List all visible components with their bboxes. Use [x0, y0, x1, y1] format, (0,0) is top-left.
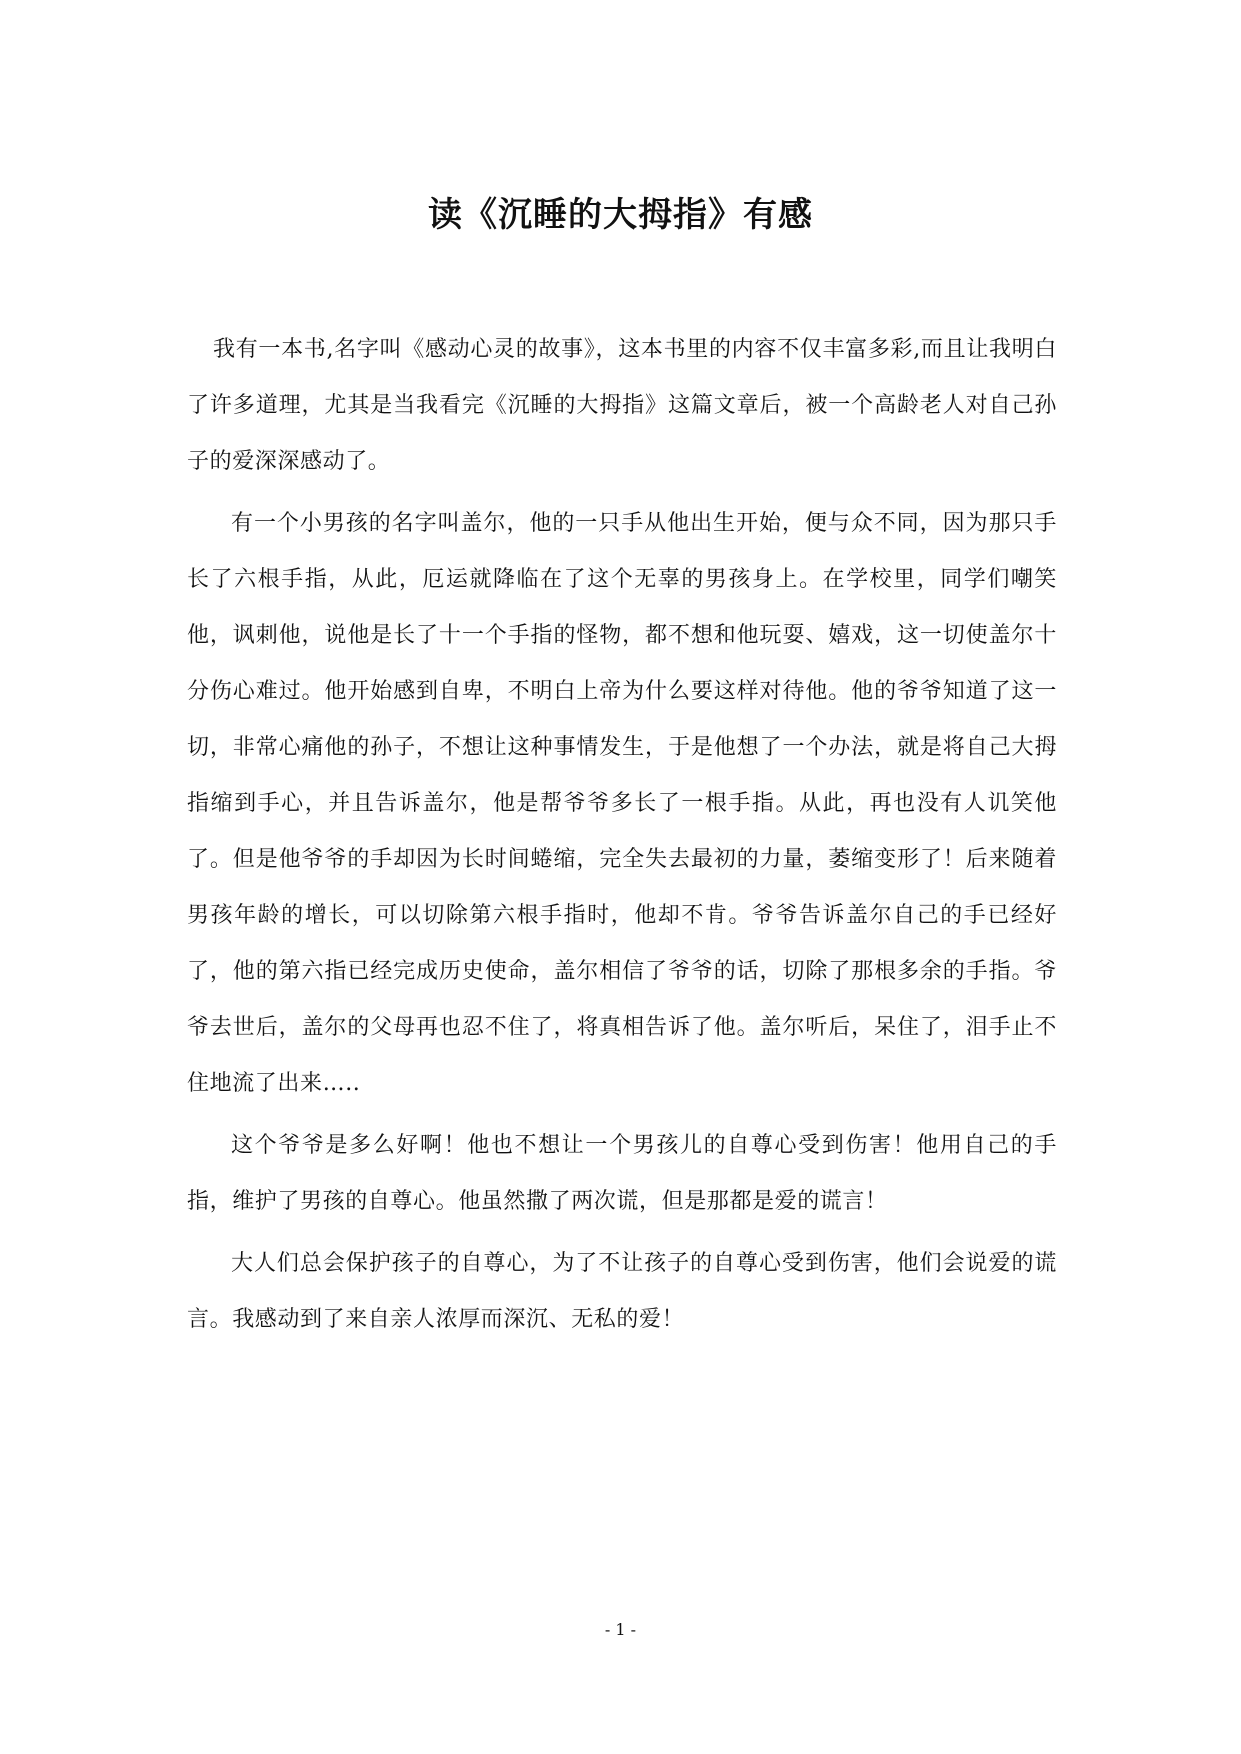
paragraph-1: 我有一本书,名字叫《感动心灵的故事》，这本书里的内容不仅丰富多彩,而且让我明白了许多道理，尤其是当我看完《沉睡的大拇指》这篇文章后，被一个高龄老人对自己孙子的爱深深感动了。 — [187, 337, 1057, 474]
page-number: - 1 - — [604, 1620, 637, 1639]
paragraph-3: 这个爷爷是多么好啊！他也不想让一个男孩儿的自尊心受到伤害！他用自己的手指，维护了男孩的自尊心。他虽然撒了两次谎，但是那都是爱的谎言！ — [187, 1133, 1057, 1214]
page-title: 读《沉睡的大拇指》有感 — [428, 195, 813, 235]
paragraph-2: 有一个小男孩的名字叫盖尔，他的一只手从他出生开始，便与众不同，因为那只手长了六根手指，从此，厄运就降临在了这个无辜的男孩身上。在学校里，同学们嘲笑他，讽刺他，说他是长了十一个手指的怪物，都不想和他玩耍、嬉戏，这一切使盖尔十分伤心难过。他开始感到自卑，不明白上帝为什么要这样对待他。他的爷爷知道了这一切，非常心痛他的孙子，不想让这种事情发生，于是他想了一个办法，就是将自己大拇指缩到手心，并且告诉盖尔，他是帮爷爷多长了一根手指。从此，再也没有人讥笑他了。但是他爷爷的手却因为长时间蜷缩，完全失去最初的力量，萎缩变形了！后来随着男孩年龄的增长，可以切除第六根手指时，他却不肯。爷爷告诉盖尔自己的手已经好了，他的第六指已经完成历史使命，盖尔相信了爷爷的话，切除了那根多余的手指。爷爷去世后，盖尔的父母再也忍不住了，将真相告诉了他。盖尔听后，呆住了，泪手止不住地流了出来….. — [187, 511, 1057, 1096]
paragraph-4: 大人们总会保护孩子的自尊心，为了不让孩子的自尊心受到伤害，他们会说爱的谎言。我感动到了来自亲人浓厚而深沉、无私的爱！ — [187, 1251, 1057, 1332]
article-body — [187, 322, 1057, 1354]
